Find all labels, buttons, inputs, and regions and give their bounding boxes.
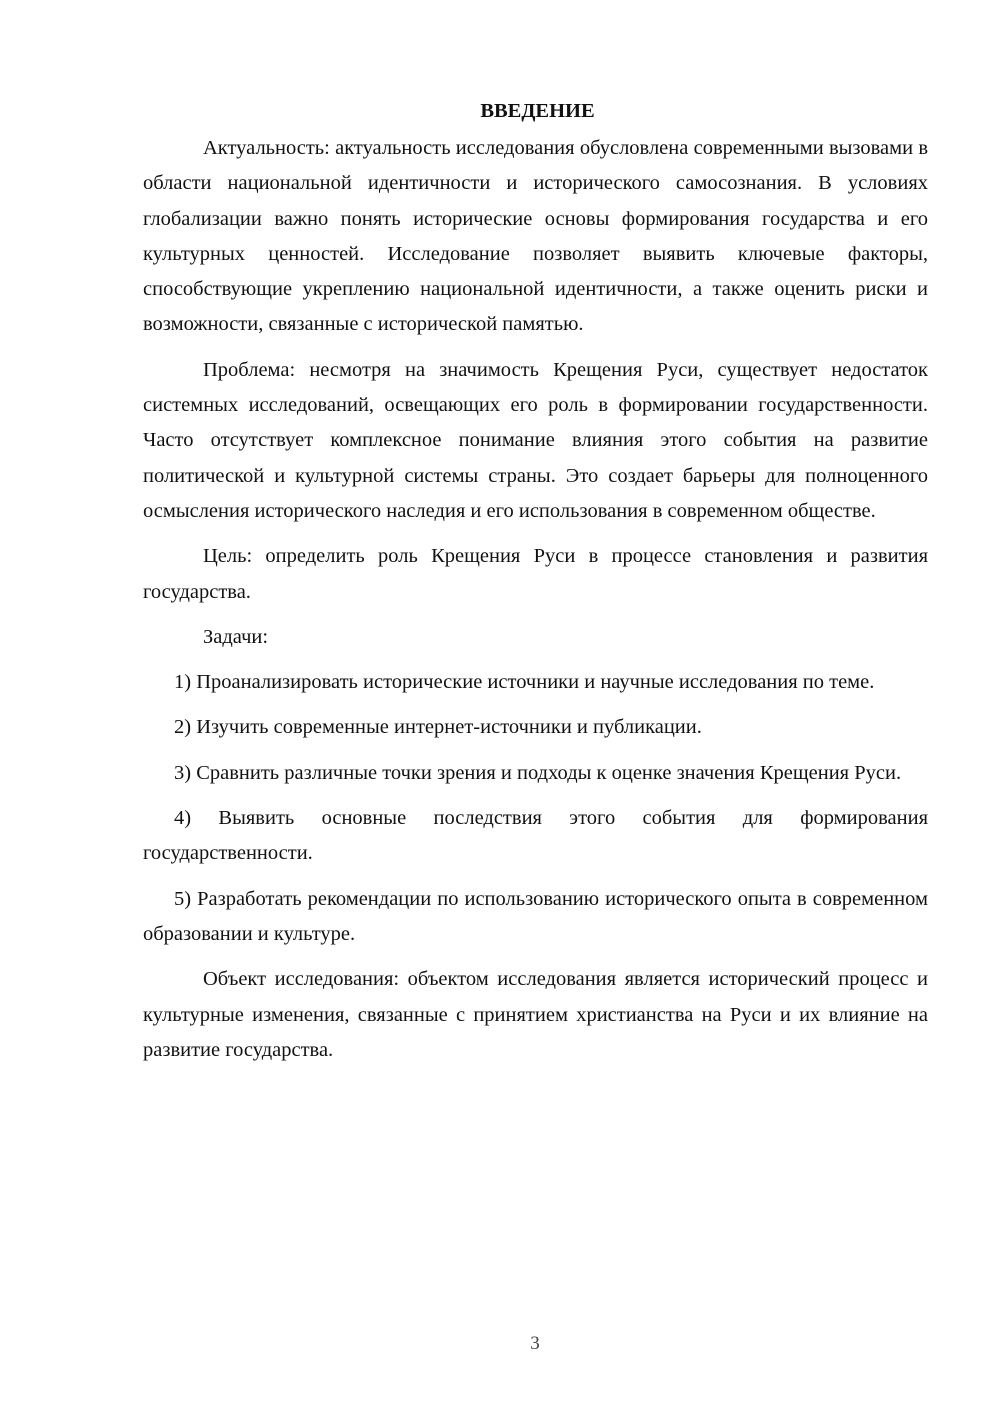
task-item-5: 5) Разработать рекомендации по использованию исторического опыта в современном образовании и культуре. xyxy=(143,887,928,945)
paragraph-tasks-heading: Задачи: xyxy=(203,625,269,648)
task-item-1: 1) Проанализировать исторические источники и научные исследования по теме. xyxy=(174,671,875,694)
task-item-2: 2) Изучить современные интернет-источники и публикации. xyxy=(174,716,702,739)
paragraph-relevance: Актуальность: актуальность исследования обусловлена современными вызовами в области национальной идентичности и исторического самосознания. В условиях глобализации важно понять исторические основы формирования государства и его культурных ценностей. Исследование позволяет выявить ключевые факторы, способствующие укреплению национальной идентичности, а также оценить риски и возможности, связанные с исторической памятью. xyxy=(143,137,928,336)
document-body xyxy=(143,96,928,1068)
task-item-4: 4) Выявить основные последствия этого события для формирования государственности. xyxy=(143,807,928,865)
task-item-3: 3) Сравнить различные точки зрения и подходы к оценке значения Крещения Руси. xyxy=(174,761,902,784)
page-title: ВВЕДЕНИЕ xyxy=(480,100,595,122)
paragraph-problem: Проблема: несмотря на значимость Крещения Руси, существует недостаток системных исследований, освещающих его роль в формировании государственности. Часто отсутствует комплексное понимание влияния этого события на развитие политической и культурной системы страны. Это создает барьеры для полноценного осмысления исторического наследия и его использования в современном обществе. xyxy=(143,358,928,522)
page-number: 3 xyxy=(530,1333,540,1354)
paragraph-object: Объект исследования: объектом исследования является исторический процесс и культурные изменения, связанные с принятием христианства на Руси и их влияние на развитие государства. xyxy=(143,968,928,1061)
paragraph-goal: Цель: определить роль Крещения Руси в процессе становления и развития государства. xyxy=(143,545,928,603)
